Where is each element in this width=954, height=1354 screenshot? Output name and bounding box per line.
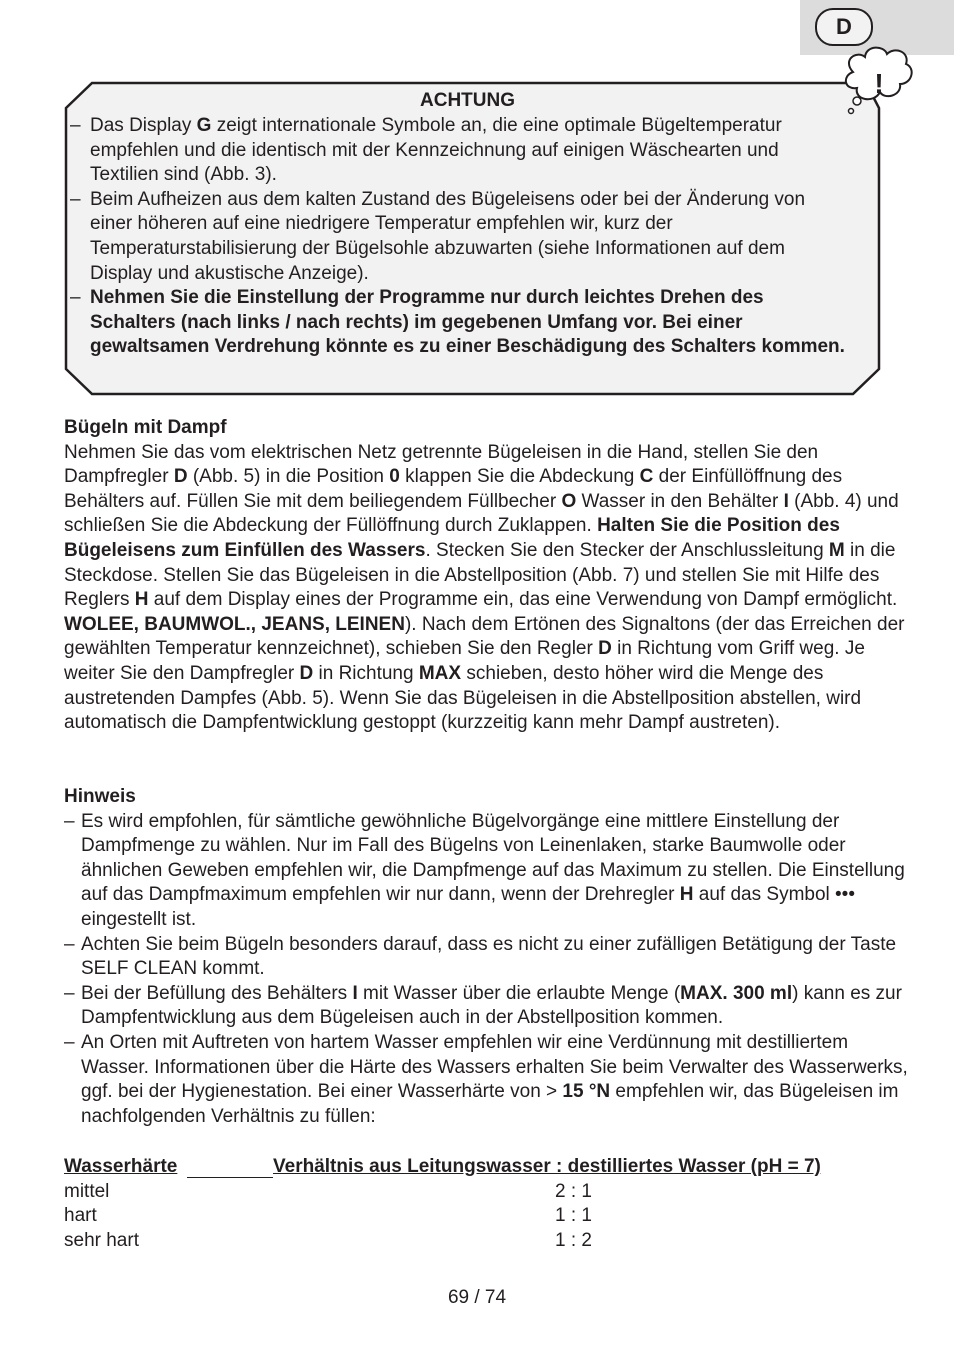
text-run: An Orten mit Auftreten von hartem Wasser empfehlen wir eine Verdünnung mit destilliertem Wasser. Informationen über die Härte des Wassers erhalten Sie beim Verwalter des Wasserwerks, ggf. bei der Hygienestation. Bei einer Wasserhärte von > <box>81 1031 908 1103</box>
warning-list <box>70 114 850 360</box>
table-row <box>64 1229 884 1254</box>
text-run: Das Display <box>90 115 197 136</box>
steam-section <box>64 416 909 736</box>
table-row <box>64 1180 884 1205</box>
bold-text: D <box>173 466 188 488</box>
text-run: schieben, desto höher wird die Menge des austretenden Dampfes (Abb. 5). Wenn Sie das Bügeleisen in die Abstellposition abstellen, wird automatisch die Dampfentwicklung gestoppt (kurzzeitig kann mehr Dampf austreten). <box>64 662 862 734</box>
text-run: mit Wasser über die erlaubte Menge ( <box>357 982 681 1004</box>
steam-paragraph <box>64 441 909 736</box>
bold-text: G <box>196 115 212 136</box>
text-run: in Richtung <box>313 662 419 684</box>
warning-item <box>70 188 850 286</box>
page-number: 69 / 74 <box>447 1287 507 1308</box>
table-row <box>64 1204 884 1229</box>
text-run: Beim Aufheizen aus dem kalten Zustand des Bügeleisens oder bei der Änderung von einer höheren auf eine niedrigere Temperatur empfehlen wir, kurz der Temperaturstabilisierung der Bügelsohle abzuwarten (siehe Informationen auf dem Display und akustische Anzeige). <box>90 188 806 284</box>
bold-text: H <box>134 589 149 611</box>
table-header-row <box>64 1155 884 1180</box>
text-run: in Richtung vom Griff weg. Je weiter Sie den Dampfregler <box>64 638 865 684</box>
text-run: Wasser in den Behälter <box>576 490 784 512</box>
bold-text: Nehmen Sie die Einstellung der Programme nur durch leichtes Drehen des Schalters (nach links / nach rechts) im gegebenen Umfang vor. Bei einer gewaltsamen Verdrehung könnte es zu einer Beschädigung des Schalters kommen. <box>90 287 845 358</box>
text-run: empfehlen wir, das Bügeleisen im nachfolgenden Verhältnis zu füllen: <box>81 1081 899 1127</box>
bold-text: 0 <box>389 466 400 488</box>
bold-text: O <box>561 490 577 512</box>
table-cell-hardness: mittel <box>64 1180 110 1202</box>
bold-text: I <box>352 982 358 1004</box>
warning-bubble-icon <box>846 48 912 114</box>
text-run: ). Nach dem Ertönen des Signaltons (der das Erreichen der gewählten Temperatur kennzeichnet), schieben Sie den Regler <box>64 613 905 660</box>
bold-text: 15 °N <box>562 1081 611 1103</box>
bold-text: Halten Sie die Position des Bügeleisens zum Einfüllen des Wassers <box>64 515 840 561</box>
bold-text: H <box>679 884 694 906</box>
ratio-table <box>64 1155 884 1253</box>
table-cell-ratio: 1 : 2 <box>555 1229 592 1251</box>
text-run: (Abb. 5) in die Position <box>187 466 390 488</box>
table-cell-hardness: sehr hart <box>64 1229 139 1251</box>
steam-heading: Bügeln mit Dampf <box>64 417 227 438</box>
warning-item <box>70 286 850 360</box>
bold-text: I <box>783 490 789 512</box>
table-cell-ratio: 1 : 1 <box>555 1205 592 1227</box>
exclamation-glyph: ! <box>874 68 884 99</box>
table-header-ratio: Verhältnis aus Leitungswasser : destilliertes Wasser (pH = 7) <box>273 1156 821 1177</box>
text-run: auf dem Display eines der Programme ein, das eine Verwendung von Dampf ermöglicht. <box>148 589 898 611</box>
bold-text: WOLEE, BAUMWOL., JEANS, LEINEN <box>64 613 405 635</box>
bold-text: D <box>598 638 612 660</box>
bold-text: C <box>639 466 654 488</box>
bold-text: MAX <box>418 662 462 684</box>
text-run: Bei der Befüllung des Behälters <box>81 982 353 1004</box>
table-cell-hardness: hart <box>64 1205 97 1227</box>
language-badge: D <box>815 8 873 46</box>
text-run: (Abb. 4) und schließen Sie die Abdeckung der Füllöffnung durch Zuklappen. <box>64 490 899 537</box>
text-run: zeigt internationale Symbole an, die eine optimale Bügeltemperatur empfehlen und die identisch mit der Kennzeichnung auf einigen Wäschearten und Textilien sind (Abb. 3). <box>90 115 782 186</box>
hint-item <box>64 933 909 982</box>
hint-item <box>64 1031 909 1129</box>
bold-text: D <box>299 662 314 684</box>
table-cell-ratio: 2 : 1 <box>555 1180 592 1202</box>
text-run: Nehmen Sie das vom elektrischen Netz getrennte Bügeleisen in die Hand, stellen Sie den Dampfregler <box>64 441 819 488</box>
text-run: Es wird empfohlen, für sämtliche gewöhnliche Bügelvorgänge eine mittlere Einstellung der Dampfmenge zu wählen. Nur im Fall des Bügelns von Leinenlaken, starke Baumwolle oder ähnlichen Geweben empfehlen wir, die Dampfmenge auf das Maximum zu stellen. Die Einstellung auf das Dampfmaximum empfehlen wir nur dann, wenn der Drehregler <box>81 810 905 906</box>
text-run: ) kann es zur Dampfentwicklung aus dem Bügeleisen auch in der Abstellposition kommen. <box>81 982 902 1029</box>
hint-section <box>64 785 909 1129</box>
text-run: auf das Symbol ••• eingestellt ist. <box>81 884 855 930</box>
hint-item <box>64 982 909 1031</box>
hint-list <box>64 810 909 1130</box>
text-run: der Einfüllöffnung des Behälters auf. Füllen Sie mit dem beiliegendem Füllbecher <box>64 466 843 512</box>
warning-title: ACHTUNG <box>420 90 515 111</box>
warning-item <box>70 114 850 188</box>
hint-item <box>64 810 909 933</box>
text-run: in die Steckdose. Stellen Sie das Bügeleisen in die Abstellposition (Abb. 7) und stellen Sie mit Hilfe des Reglers <box>64 539 896 611</box>
text-run: Achten Sie beim Bügeln besonders darauf, dass es nicht zu einer zufälligen Betätigung der Taste SELF CLEAN kommt. <box>81 933 897 980</box>
hint-heading: Hinweis <box>64 786 136 807</box>
text-run: klappen Sie die Abdeckung <box>399 466 640 488</box>
text-run: . Stecken Sie den Stecker der Anschlussleitung <box>425 539 829 561</box>
bold-text: M <box>828 539 845 561</box>
bold-text: MAX. 300 ml <box>680 982 793 1004</box>
table-header-hardness: Wasserhärte <box>64 1156 178 1177</box>
